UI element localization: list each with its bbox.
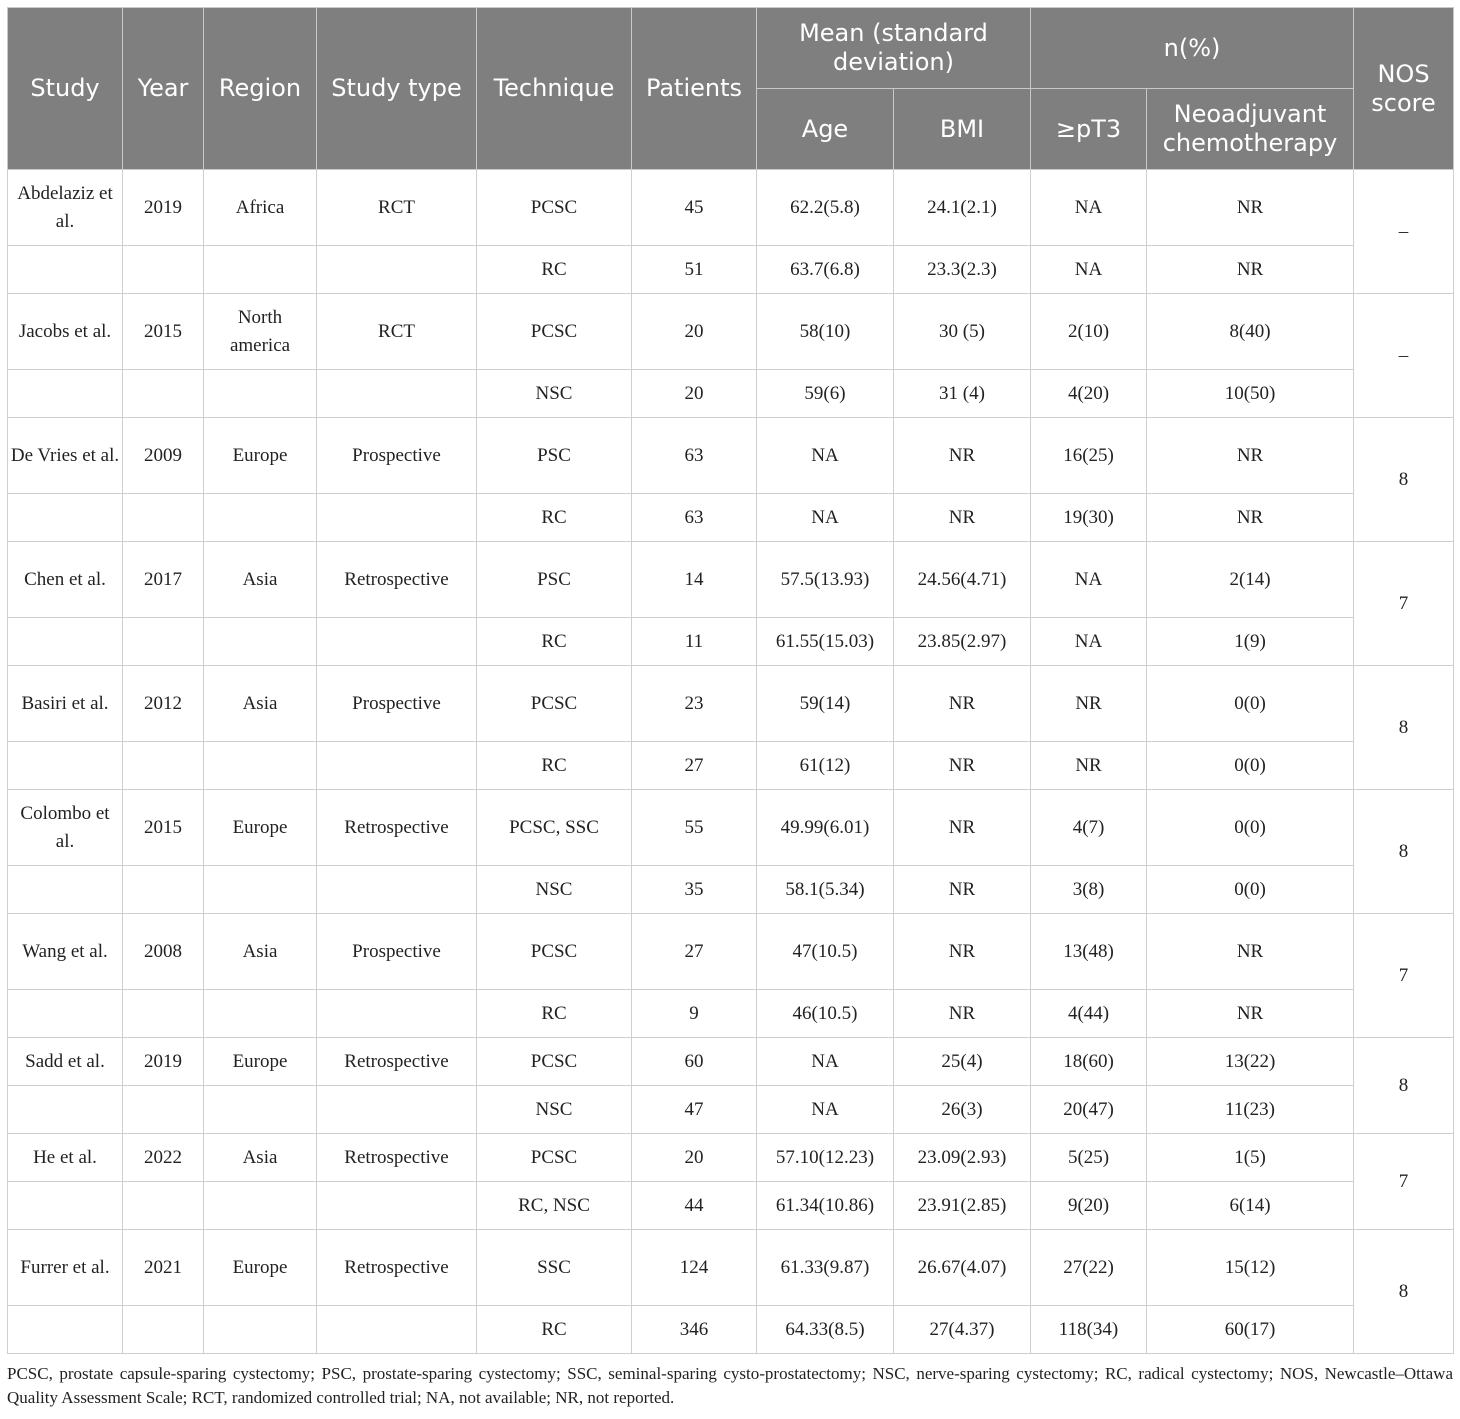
cell-study: He et al.	[8, 1134, 123, 1182]
cell-neoadjuvant: 0(0)	[1147, 866, 1354, 914]
cell-study-empty	[8, 1086, 123, 1134]
cell-bmi: 31 (4)	[894, 370, 1031, 418]
cell-region-empty	[204, 990, 317, 1038]
cell-study-type: Prospective	[317, 418, 477, 494]
table-row	[8, 370, 1454, 418]
cell-study-empty	[8, 370, 123, 418]
cell-patients: 14	[632, 542, 757, 618]
cell-age: NA	[757, 494, 894, 542]
cell-pt3: 16(25)	[1031, 418, 1147, 494]
cell-patients: 47	[632, 1086, 757, 1134]
table-row	[8, 1038, 1454, 1086]
cell-study: Abdelaziz et al.	[8, 170, 123, 246]
cell-study-empty	[8, 618, 123, 666]
cell-technique: PCSC	[477, 1134, 632, 1182]
cell-region: North america	[204, 294, 317, 370]
cell-technique: SSC	[477, 1230, 632, 1306]
cell-technique: PCSC	[477, 914, 632, 990]
cell-year: 2015	[123, 790, 204, 866]
cell-region-empty	[204, 1306, 317, 1354]
cell-region-empty	[204, 742, 317, 790]
cell-technique: RC	[477, 494, 632, 542]
header-technique: Technique	[477, 8, 632, 170]
cell-patients: 45	[632, 170, 757, 246]
table-row	[8, 618, 1454, 666]
cell-patients: 23	[632, 666, 757, 742]
cell-study-empty	[8, 990, 123, 1038]
cell-bmi: 23.91(2.85)	[894, 1182, 1031, 1230]
table-row	[8, 742, 1454, 790]
cell-neoadjuvant: 11(23)	[1147, 1086, 1354, 1134]
study-characteristics-table	[7, 7, 1454, 1354]
cell-study-type-empty	[317, 990, 477, 1038]
cell-bmi: 23.3(2.3)	[894, 246, 1031, 294]
header-n-group: n(%)	[1031, 8, 1354, 89]
cell-year-empty	[123, 1182, 204, 1230]
cell-neoadjuvant: 8(40)	[1147, 294, 1354, 370]
cell-year-empty	[123, 990, 204, 1038]
table-row	[8, 1230, 1454, 1306]
table-row	[8, 990, 1454, 1038]
cell-pt3: 3(8)	[1031, 866, 1147, 914]
cell-bmi: 24.1(2.1)	[894, 170, 1031, 246]
cell-age: 61.55(15.03)	[757, 618, 894, 666]
cell-year: 2017	[123, 542, 204, 618]
cell-pt3: 13(48)	[1031, 914, 1147, 990]
cell-pt3: 9(20)	[1031, 1182, 1147, 1230]
cell-study: Basiri et al.	[8, 666, 123, 742]
cell-study-type-empty	[317, 866, 477, 914]
cell-patients: 44	[632, 1182, 757, 1230]
cell-year: 2012	[123, 666, 204, 742]
header-neoadjuvant: Neoadjuvant chemotherapy	[1147, 89, 1354, 170]
cell-study-type: Retrospective	[317, 542, 477, 618]
cell-pt3: 5(25)	[1031, 1134, 1147, 1182]
cell-patients: 27	[632, 742, 757, 790]
cell-year-empty	[123, 370, 204, 418]
cell-bmi: 26(3)	[894, 1086, 1031, 1134]
header-age: Age	[757, 89, 894, 170]
cell-region: Africa	[204, 170, 317, 246]
cell-bmi: NR	[894, 494, 1031, 542]
cell-study-type: Retrospective	[317, 1134, 477, 1182]
table-row	[8, 494, 1454, 542]
cell-age: 49.99(6.01)	[757, 790, 894, 866]
cell-study-type: Prospective	[317, 666, 477, 742]
cell-bmi: NR	[894, 914, 1031, 990]
cell-study-type-empty	[317, 742, 477, 790]
cell-technique: PSC	[477, 418, 632, 494]
cell-technique: RC	[477, 1306, 632, 1354]
cell-neoadjuvant: 1(9)	[1147, 618, 1354, 666]
cell-region-empty	[204, 866, 317, 914]
cell-pt3: 4(20)	[1031, 370, 1147, 418]
cell-patients: 63	[632, 418, 757, 494]
cell-technique: PCSC	[477, 294, 632, 370]
cell-age: NA	[757, 1038, 894, 1086]
cell-neoadjuvant: NR	[1147, 914, 1354, 990]
cell-bmi: NR	[894, 742, 1031, 790]
table-row	[8, 294, 1454, 370]
cell-neoadjuvant: 0(0)	[1147, 742, 1354, 790]
cell-technique: PCSC	[477, 666, 632, 742]
cell-study-type-empty	[317, 1306, 477, 1354]
cell-year: 2022	[123, 1134, 204, 1182]
cell-pt3: 4(44)	[1031, 990, 1147, 1038]
cell-year: 2021	[123, 1230, 204, 1306]
cell-technique: PSC	[477, 542, 632, 618]
cell-age: 62.2(5.8)	[757, 170, 894, 246]
cell-region: Europe	[204, 1038, 317, 1086]
cell-bmi: 27(4.37)	[894, 1306, 1031, 1354]
cell-nos-score: –	[1354, 170, 1454, 294]
cell-pt3: 18(60)	[1031, 1038, 1147, 1086]
cell-region-empty	[204, 370, 317, 418]
cell-pt3: 118(34)	[1031, 1306, 1147, 1354]
cell-year-empty	[123, 618, 204, 666]
cell-year-empty	[123, 1086, 204, 1134]
cell-nos-score: 7	[1354, 1134, 1454, 1230]
cell-patients: 9	[632, 990, 757, 1038]
cell-year: 2019	[123, 1038, 204, 1086]
cell-region-empty	[204, 246, 317, 294]
cell-region: Asia	[204, 1134, 317, 1182]
header-bmi: BMI	[894, 89, 1031, 170]
cell-age: 46(10.5)	[757, 990, 894, 1038]
cell-neoadjuvant: 60(17)	[1147, 1306, 1354, 1354]
header-pt3: ≥pT3	[1031, 89, 1147, 170]
cell-pt3: NA	[1031, 542, 1147, 618]
cell-bmi: 23.09(2.93)	[894, 1134, 1031, 1182]
cell-study-empty	[8, 742, 123, 790]
cell-study-type-empty	[317, 1182, 477, 1230]
cell-nos-score: 7	[1354, 542, 1454, 666]
table-footnote: PCSC, prostate capsule-sparing cystectomy; PSC, prostate-sparing cystectomy; SSC, seminal-sparing cysto-prostatectomy; NSC, nerve-sparing cystectomy; RC, radical cystectomy; NOS, Newcastle–Ottawa Quality Assessment Scale; RCT, randomized controlled trial; NA, not available; NR, not reported.	[7, 1364, 1453, 1407]
cell-study-type: RCT	[317, 294, 477, 370]
cell-neoadjuvant: 6(14)	[1147, 1182, 1354, 1230]
cell-region-empty	[204, 494, 317, 542]
cell-nos-score: –	[1354, 294, 1454, 418]
cell-age: NA	[757, 418, 894, 494]
cell-technique: RC	[477, 990, 632, 1038]
cell-nos-score: 8	[1354, 790, 1454, 914]
cell-patients: 51	[632, 246, 757, 294]
header-study-type: Study type	[317, 8, 477, 170]
cell-region: Europe	[204, 418, 317, 494]
cell-year-empty	[123, 246, 204, 294]
cell-neoadjuvant: 0(0)	[1147, 790, 1354, 866]
cell-patients: 346	[632, 1306, 757, 1354]
table-body	[8, 170, 1454, 1354]
header-study: Study	[8, 8, 123, 170]
cell-technique: PCSC, SSC	[477, 790, 632, 866]
cell-technique: PCSC	[477, 1038, 632, 1086]
cell-year-empty	[123, 742, 204, 790]
cell-nos-score: 8	[1354, 418, 1454, 542]
cell-age: 59(6)	[757, 370, 894, 418]
cell-neoadjuvant: NR	[1147, 418, 1354, 494]
cell-study-type-empty	[317, 246, 477, 294]
cell-age: 61.33(9.87)	[757, 1230, 894, 1306]
cell-pt3: 20(47)	[1031, 1086, 1147, 1134]
header-nos-score: NOS score	[1354, 8, 1454, 170]
cell-region-empty	[204, 1086, 317, 1134]
cell-nos-score: 8	[1354, 1230, 1454, 1354]
cell-pt3: 2(10)	[1031, 294, 1147, 370]
cell-bmi: NR	[894, 418, 1031, 494]
cell-study-empty	[8, 1306, 123, 1354]
cell-patients: 60	[632, 1038, 757, 1086]
cell-study: Jacobs et al.	[8, 294, 123, 370]
cell-study-empty	[8, 246, 123, 294]
cell-age: 57.5(13.93)	[757, 542, 894, 618]
cell-study-type: Retrospective	[317, 790, 477, 866]
cell-year-empty	[123, 494, 204, 542]
cell-patients: 27	[632, 914, 757, 990]
table-row	[8, 866, 1454, 914]
cell-year: 2008	[123, 914, 204, 990]
cell-bmi: NR	[894, 666, 1031, 742]
cell-neoadjuvant: 0(0)	[1147, 666, 1354, 742]
table-row	[8, 1134, 1454, 1182]
cell-study: Chen et al.	[8, 542, 123, 618]
cell-age: 47(10.5)	[757, 914, 894, 990]
cell-study-type-empty	[317, 370, 477, 418]
cell-study: Furrer et al.	[8, 1230, 123, 1306]
cell-technique: NSC	[477, 370, 632, 418]
cell-age: 61(12)	[757, 742, 894, 790]
table-row	[8, 1306, 1454, 1354]
cell-study: Wang et al.	[8, 914, 123, 990]
cell-age: 61.34(10.86)	[757, 1182, 894, 1230]
cell-technique: RC	[477, 246, 632, 294]
cell-neoadjuvant: 15(12)	[1147, 1230, 1354, 1306]
cell-patients: 124	[632, 1230, 757, 1306]
cell-technique: RC, NSC	[477, 1182, 632, 1230]
cell-pt3: NA	[1031, 618, 1147, 666]
table-row	[8, 790, 1454, 866]
header-region: Region	[204, 8, 317, 170]
cell-age: 58(10)	[757, 294, 894, 370]
cell-bmi: 26.67(4.07)	[894, 1230, 1031, 1306]
cell-region: Asia	[204, 914, 317, 990]
cell-technique: RC	[477, 742, 632, 790]
cell-study-type: Retrospective	[317, 1230, 477, 1306]
cell-age: 64.33(8.5)	[757, 1306, 894, 1354]
cell-technique: PCSC	[477, 170, 632, 246]
cell-year-empty	[123, 1306, 204, 1354]
cell-bmi: 23.85(2.97)	[894, 618, 1031, 666]
cell-year: 2019	[123, 170, 204, 246]
cell-bmi: 25(4)	[894, 1038, 1031, 1086]
table-row	[8, 170, 1454, 246]
cell-study-empty	[8, 494, 123, 542]
cell-region-empty	[204, 1182, 317, 1230]
cell-patients: 63	[632, 494, 757, 542]
cell-patients: 11	[632, 618, 757, 666]
table-row	[8, 914, 1454, 990]
cell-pt3: 4(7)	[1031, 790, 1147, 866]
cell-pt3: 27(22)	[1031, 1230, 1147, 1306]
cell-study-type-empty	[317, 1086, 477, 1134]
cell-neoadjuvant: 10(50)	[1147, 370, 1354, 418]
cell-age: 59(14)	[757, 666, 894, 742]
cell-technique: NSC	[477, 866, 632, 914]
cell-study: Colombo et al.	[8, 790, 123, 866]
cell-region: Europe	[204, 790, 317, 866]
cell-age: 58.1(5.34)	[757, 866, 894, 914]
cell-pt3: NR	[1031, 742, 1147, 790]
cell-year-empty	[123, 866, 204, 914]
header-mean-group: Mean (standard deviation)	[757, 8, 1031, 89]
header-patients: Patients	[632, 8, 757, 170]
cell-pt3: NA	[1031, 246, 1147, 294]
cell-pt3: NR	[1031, 666, 1147, 742]
cell-nos-score: 8	[1354, 666, 1454, 790]
cell-nos-score: 7	[1354, 914, 1454, 1038]
cell-patients: 35	[632, 866, 757, 914]
cell-neoadjuvant: NR	[1147, 246, 1354, 294]
cell-bmi: NR	[894, 866, 1031, 914]
cell-year: 2009	[123, 418, 204, 494]
cell-bmi: 30 (5)	[894, 294, 1031, 370]
cell-neoadjuvant: NR	[1147, 494, 1354, 542]
cell-region: Asia	[204, 542, 317, 618]
cell-study-type: Retrospective	[317, 1038, 477, 1086]
cell-technique: NSC	[477, 1086, 632, 1134]
cell-neoadjuvant: NR	[1147, 990, 1354, 1038]
cell-study-type-empty	[317, 494, 477, 542]
cell-pt3: NA	[1031, 170, 1147, 246]
cell-patients: 20	[632, 370, 757, 418]
cell-patients: 20	[632, 294, 757, 370]
table-row	[8, 1182, 1454, 1230]
table-header	[8, 8, 1454, 170]
cell-patients: 20	[632, 1134, 757, 1182]
cell-year: 2015	[123, 294, 204, 370]
cell-region-empty	[204, 618, 317, 666]
cell-bmi: NR	[894, 990, 1031, 1038]
cell-bmi: 24.56(4.71)	[894, 542, 1031, 618]
header-year: Year	[123, 8, 204, 170]
table-row	[8, 666, 1454, 742]
cell-study-type-empty	[317, 618, 477, 666]
cell-patients: 55	[632, 790, 757, 866]
cell-study-empty	[8, 866, 123, 914]
cell-neoadjuvant: 13(22)	[1147, 1038, 1354, 1086]
table-row	[8, 246, 1454, 294]
cell-pt3: 19(30)	[1031, 494, 1147, 542]
cell-neoadjuvant: 1(5)	[1147, 1134, 1354, 1182]
cell-age: 57.10(12.23)	[757, 1134, 894, 1182]
cell-age: 63.7(6.8)	[757, 246, 894, 294]
table-row	[8, 418, 1454, 494]
cell-bmi: NR	[894, 790, 1031, 866]
cell-neoadjuvant: 2(14)	[1147, 542, 1354, 618]
cell-study-type: RCT	[317, 170, 477, 246]
cell-neoadjuvant: NR	[1147, 170, 1354, 246]
cell-technique: RC	[477, 618, 632, 666]
cell-study-type: Prospective	[317, 914, 477, 990]
cell-study-empty	[8, 1182, 123, 1230]
cell-study: De Vries et al.	[8, 418, 123, 494]
cell-study: Sadd et al.	[8, 1038, 123, 1086]
cell-age: NA	[757, 1086, 894, 1134]
cell-nos-score: 8	[1354, 1038, 1454, 1134]
cell-region: Asia	[204, 666, 317, 742]
cell-region: Europe	[204, 1230, 317, 1306]
table-row	[8, 1086, 1454, 1134]
table-row	[8, 542, 1454, 618]
